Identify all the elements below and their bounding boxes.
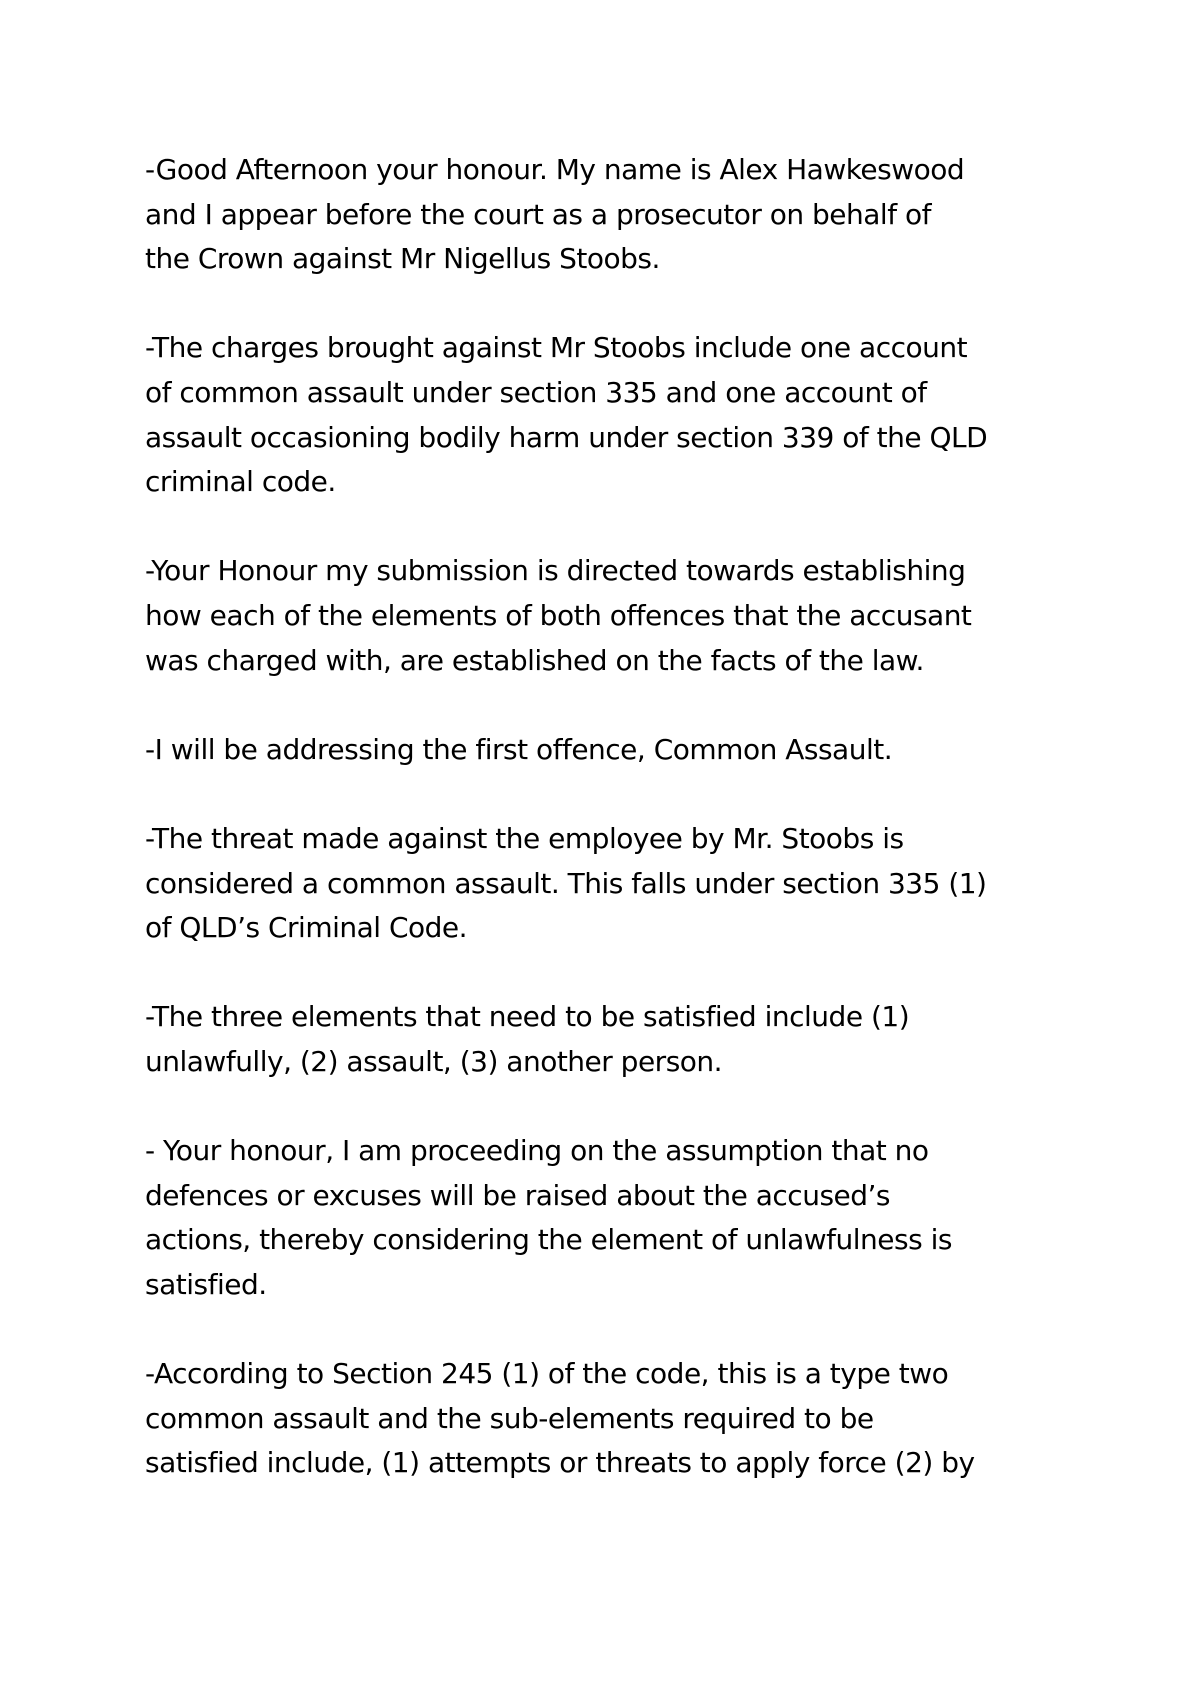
- text-line: the Crown against Mr Nigellus Stoobs.: [145, 242, 660, 276]
- text-line: satisfied include, (1) attempts or threats to apply force (2) by: [145, 1446, 975, 1480]
- text-line: was charged with, are established on the facts of the law.: [145, 643, 924, 677]
- text-line: -I will be addressing the first offence, Common Assault.: [145, 732, 893, 766]
- text-line: and I appear before the court as a prosecutor on behalf of: [145, 197, 931, 231]
- text-line: -According to Section 245 (1) of the code, this is a type two: [145, 1357, 949, 1391]
- paragraph-submission: [145, 549, 1075, 683]
- text-line: common assault and the sub-elements required to be: [145, 1401, 874, 1435]
- text-line: of common assault under section 335 and one account of: [145, 375, 927, 409]
- text-line: defences or excuses will be raised about the accused’s: [145, 1178, 891, 1212]
- text-line: actions, thereby considering the element of unlawfulness is: [145, 1223, 952, 1257]
- text-line: -The charges brought against Mr Stoobs include one account: [145, 331, 968, 365]
- text-line: -Your Honour my submission is directed towards establishing: [145, 554, 966, 588]
- paragraph-introduction: [145, 148, 1075, 282]
- paragraph-elements: [145, 995, 1075, 1084]
- document-body: [145, 148, 1075, 1530]
- paragraph-unlawfulness: [145, 1129, 1075, 1307]
- text-line: -The three elements that need to be satisfied include (1): [145, 1000, 910, 1034]
- paragraph-section-245: [145, 1352, 1075, 1486]
- text-line: - Your honour, I am proceeding on the assumption that no: [145, 1134, 929, 1168]
- paragraph-threat: [145, 817, 1075, 951]
- text-line: satisfied.: [145, 1267, 267, 1301]
- text-line: of QLD’s Criminal Code.: [145, 911, 468, 945]
- text-line: how each of the elements of both offences that the accusant: [145, 598, 972, 632]
- paragraph-charges: [145, 326, 1075, 504]
- text-line: considered a common assault. This falls under section 335 (1): [145, 866, 987, 900]
- text-line: assault occasioning bodily harm under section 339 of the QLD: [145, 420, 988, 454]
- text-line: unlawfully, (2) assault, (3) another person.: [145, 1044, 723, 1078]
- paragraph-first-offence: [145, 728, 1075, 773]
- text-line: -The threat made against the employee by Mr. Stoobs is: [145, 821, 904, 855]
- text-line: criminal code.: [145, 465, 336, 499]
- text-line: -Good Afternoon your honour. My name is Alex Hawkeswood: [145, 153, 965, 186]
